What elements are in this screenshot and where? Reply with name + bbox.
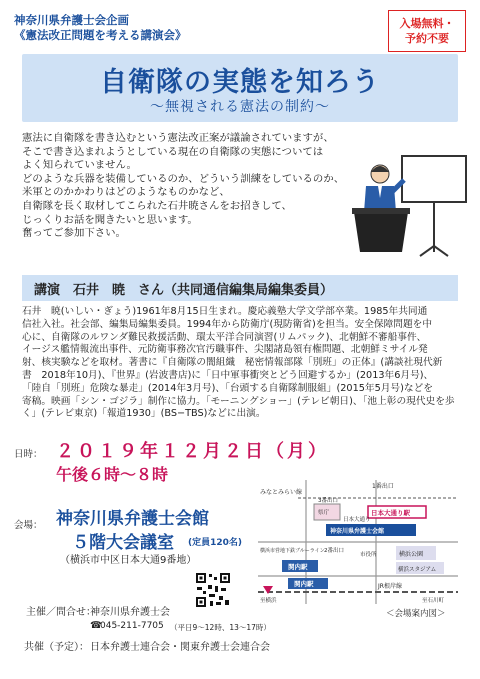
free-admission-badge	[388, 10, 466, 52]
intro-text	[22, 132, 352, 241]
venue-capacity: (定員120名)	[188, 538, 243, 548]
bio-line: 寄稿。映画「シン・ゴジラ」制作に協力。「モーニングショー」(テレビ朝日)、「池上彰の現代史を歩	[22, 395, 455, 407]
date-label: 日時：	[14, 449, 43, 460]
host-name: 神奈川県弁護士会	[90, 607, 170, 618]
title-box	[22, 54, 458, 122]
map-label-blue-line: 横浜市営地下鉄ブルーライン	[260, 548, 325, 554]
intro-line: どのような兵器を装備しているのか、どういう訓練をしているのか、	[22, 172, 345, 185]
bio-line: 射、核実験などを取材。著書に『自衛隊の闇組織 秘密情報部隊「別班」の正体』(講談社現代新	[22, 357, 443, 369]
map-label-jr: JR根岸線	[378, 583, 402, 590]
intro-line: じっくりお話を聞きたいと思います。	[22, 213, 198, 226]
speaker-bio	[22, 306, 462, 421]
map-label-nihon-odori: 日本大通り	[343, 517, 371, 523]
map-label-exit3: 3番出口	[318, 498, 338, 504]
bio-line: イージス艦情報流出事件、元防衛事務次官汚職事件、尖閣諸島領有権問題、北朝鮮ミサイル発	[22, 344, 428, 356]
venue-label: 会場：	[14, 520, 43, 531]
bio-line: 「陸自「別班」危険な暴走」(2014年3月号)、「台頭する自衛隊制服組」(2015年5月号)などを	[22, 382, 433, 394]
map-label-city-hall: 市役所	[360, 552, 377, 558]
bio-line: 書 2018年10月)、『世界』(岩波書店)に「日中軍事衝突とどう回避するか」(2013年6月号)、	[22, 369, 434, 381]
intro-line: 自衛隊を長く取材してこられた石井暁さんをお招きして、	[22, 199, 292, 212]
map-caption: ＜会場案内図＞	[386, 609, 446, 619]
main-title: 自衛隊の実態を知ろう	[100, 67, 380, 98]
cohost-label: 共催（予定）：	[24, 642, 89, 653]
organizer-name: 神奈川県弁護士会企画	[14, 13, 129, 27]
event-date: ２０１９年１２月２日（月）	[56, 441, 329, 462]
host-hours: （平日9〜12時、13〜17時）	[170, 623, 271, 632]
venue-map	[258, 480, 458, 604]
lecture-heading: 講演 石井 暁 さん（共同通信編集局編集委員）	[34, 283, 334, 298]
lecture-heading-bar	[22, 275, 458, 301]
bio-line: く」(テレビ東京)「報道1930」(BS−TBS)などに出演。	[22, 408, 266, 420]
intro-line: 奮ってご参加下さい。	[22, 227, 126, 240]
map-label-venue: 神奈川県弁護士会館	[330, 528, 385, 535]
venue-name: 神奈川県弁護士会館	[56, 509, 209, 529]
badge-line-1: 入場無料・	[399, 17, 455, 30]
map-label-kannai: 関内駅	[288, 563, 308, 571]
intro-line: そこで書き込まれようとしている現在の自衛隊の実態については	[22, 145, 324, 158]
map-label-minato: みなとみらい線	[260, 489, 303, 496]
host-phone[interactable]: 045-211-7705	[100, 621, 164, 631]
map-label-kannai-2: 関内駅	[294, 580, 314, 588]
venue-room: ５階大会議室	[72, 533, 174, 553]
map-label-to-ishikawacho: 至石川町	[422, 598, 445, 604]
map-label-nihon-odori-station: 日本大通り駅	[371, 509, 410, 517]
phone-icon: ☎	[90, 620, 102, 631]
map-label-to-yokohama: 至横浜	[260, 598, 277, 604]
map-label-exit2: 2番出口	[324, 548, 344, 554]
host-label: 主催／問合せ：	[26, 607, 96, 618]
qr-code[interactable]	[195, 572, 231, 608]
series-name: 《憲法改正問題を考える講演会》	[14, 28, 187, 42]
map-label-kenchou: 県庁	[318, 510, 330, 516]
map-label-exit1: 1番出口	[372, 483, 394, 490]
lecturer-illustration	[350, 152, 470, 262]
event-time: 午後６時〜８時	[56, 465, 169, 484]
venue-address: （横浜市中区日本大通9番地）	[60, 555, 197, 566]
badge-line-2: 予約不要	[405, 32, 449, 45]
map-label-stadium: 横浜スタジアム	[398, 567, 437, 573]
map-label-yokohama-park: 横浜公園	[399, 551, 424, 558]
intro-line: 憲法に自衛隊を書き込むという憲法改正案が議論されていますが、	[22, 132, 334, 144]
bio-line: 石井 暁(いしい・ぎょう)1961年8月15日生まれ。慶応義塾大学文学部卒業。1985年共同通	[22, 306, 428, 317]
intro-line: 米軍とのかかわりはどのようなものかなど、	[22, 186, 230, 199]
bio-line: 信社入社。社会部、編集局編集委員。1994年から防衛庁(現防衛省)を担当。安全保障問題を中	[22, 318, 433, 330]
cohost-name: 日本弁護士連合会・関東弁護士会連合会	[90, 642, 270, 653]
intro-line: よく知られていません。	[22, 159, 137, 172]
sub-title: 〜無視される憲法の制約〜	[150, 99, 330, 115]
bio-line: 心に、自衛隊のルワンダ難民救援活動、環太平洋合同演習(リムパック)、北朝鮮不審船事件、	[22, 331, 427, 343]
